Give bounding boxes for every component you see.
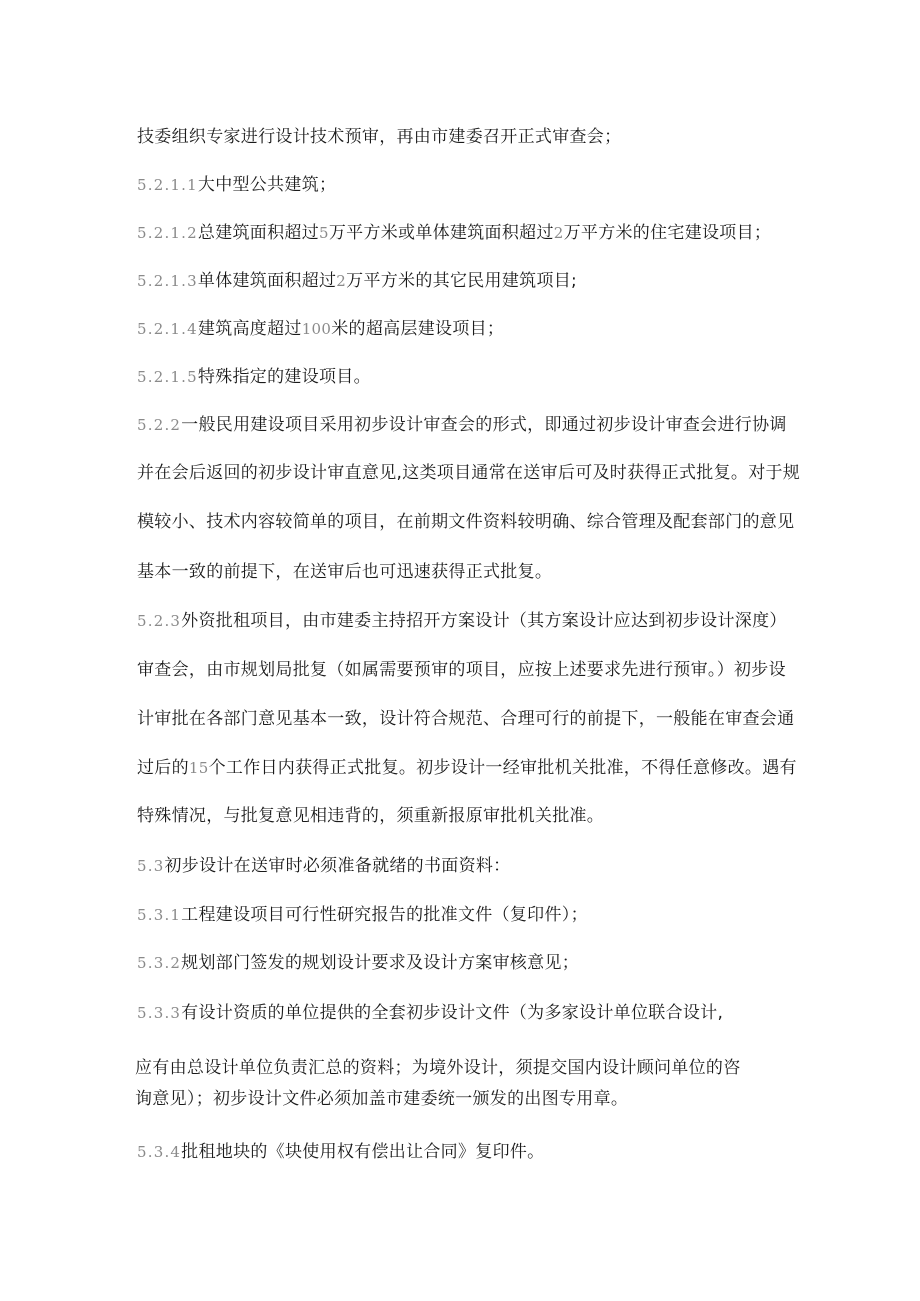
paragraph-line <box>137 757 797 779</box>
body-text: 规划部门签发的规划设计要求及设计方案审核意见； <box>181 953 580 973</box>
inline-number: 15 <box>188 759 209 777</box>
paragraph-line <box>135 1088 628 1110</box>
body-text: 外资批租项目，由市建委主持招开方案设计（其方案设计应达到初步设计深度） <box>181 611 787 631</box>
body-text: 基本一致的前提下，在送审后也可迅速获得正式批复。 <box>137 562 553 582</box>
section-number: 5.3.1 <box>137 906 182 924</box>
paragraph-line <box>137 318 504 340</box>
body-text: 初步设计在送审时必须准备就绪的书面资料： <box>164 856 511 876</box>
section-number: 5.3 <box>137 857 165 875</box>
inline-number: 2 <box>553 224 564 242</box>
paragraph-line <box>137 1002 723 1024</box>
body-text: 过后的 <box>137 758 189 778</box>
paragraph-line <box>137 270 577 292</box>
body-text: 单体建筑面积超过 <box>197 271 337 291</box>
paragraph-line <box>137 855 510 877</box>
body-text: 总建筑面积超过 <box>197 223 319 243</box>
section-number: 5.2.1.4 <box>137 320 198 338</box>
body-text: 一般民用建设项目采用初步设计审查会的形式，即通过初步设计审查会进行协调 <box>181 415 787 435</box>
section-number: 5.2.2 <box>137 416 182 434</box>
body-text: 大中型公共建筑； <box>197 175 337 195</box>
body-text: 询意见）；初步设计文件必须加盖市建委统一颁发的出图专用章。 <box>135 1089 629 1109</box>
inline-number: 2 <box>336 272 347 290</box>
section-number: 5.3.2 <box>137 954 182 972</box>
paragraph-line <box>137 174 336 196</box>
body-text: 批租地块的《块使用权有偿出让合同》复印件。 <box>181 1142 545 1162</box>
body-text: 技委组织专家进行设计技术预审，再由市建委召开正式审查会； <box>137 127 622 147</box>
body-text: 万平方米的其它民用建筑项目; <box>346 271 578 291</box>
section-number: 5.3.4 <box>137 1143 182 1161</box>
body-text: 工程建设项目可行性研究报告的批准文件（复印件）； <box>181 905 588 925</box>
section-number: 5.2.1.5 <box>137 368 198 386</box>
body-text: 万平方米或单体建筑面积超过 <box>328 223 554 243</box>
paragraph-line <box>137 952 579 974</box>
inline-number: 100 <box>301 320 332 338</box>
body-text: 审查会，由市规划局批复（如属需要预审的项目，应按上述要求先进行预审。）初步设 <box>137 660 786 680</box>
paragraph-line <box>137 366 371 388</box>
body-text: 个工作日内获得正式批复。初步设计一经审批机关批准，不得任意修改。遇有 <box>208 758 797 778</box>
body-text: 有设计资质的单位提供的全套初步设计文件（为多家设计单位联合设计, <box>181 1003 724 1023</box>
section-number: 5.2.1.2 <box>137 224 198 242</box>
body-text: 特殊情况，与批复意见相违背的，须重新报原审批机关批准。 <box>137 806 605 826</box>
paragraph-line <box>137 222 771 244</box>
body-text: 特殊指定的建设项目。 <box>197 367 371 387</box>
paragraph-line <box>137 414 787 436</box>
paragraph-line <box>135 1057 741 1079</box>
body-text: 计审批在各部门意见基本一致，设计符合规范、合理可行的前提下，一般能在审查会通 <box>137 709 795 729</box>
paragraph-line <box>137 1141 544 1163</box>
inline-number: 5 <box>319 224 329 242</box>
body-text: 并在会后返回的初步设计审直意见,这类项目通常在送审后可及时获得正式批复。对于规 <box>137 463 801 483</box>
section-number: 5.2.1.3 <box>137 272 198 290</box>
paragraph-line <box>137 708 794 730</box>
body-text: 模较小、技术内容较简单的项目，在前期文件资料较明确、综合管理及配套部门的意见 <box>137 512 795 532</box>
paragraph-line <box>137 511 794 533</box>
paragraph-line <box>137 126 621 148</box>
paragraph-line <box>137 805 604 827</box>
paragraph-line <box>137 462 800 484</box>
section-number: 5.3.3 <box>137 1004 182 1022</box>
paragraph-line <box>137 610 787 632</box>
section-number: 5.2.1.1 <box>137 176 198 194</box>
paragraph-line <box>137 659 786 681</box>
paragraph-line <box>137 904 588 926</box>
paragraph-line <box>137 561 552 583</box>
body-text: 建筑高度超过 <box>197 319 302 339</box>
body-text: 万平方米的住宅建设项目； <box>563 223 772 243</box>
body-text: 米的超高层建设项目； <box>331 319 505 339</box>
section-number: 5.2.3 <box>137 612 182 630</box>
body-text: 应有由总设计单位负责汇总的资料；为境外设计，须提交国内设计顾问单位的咨 <box>135 1058 741 1078</box>
